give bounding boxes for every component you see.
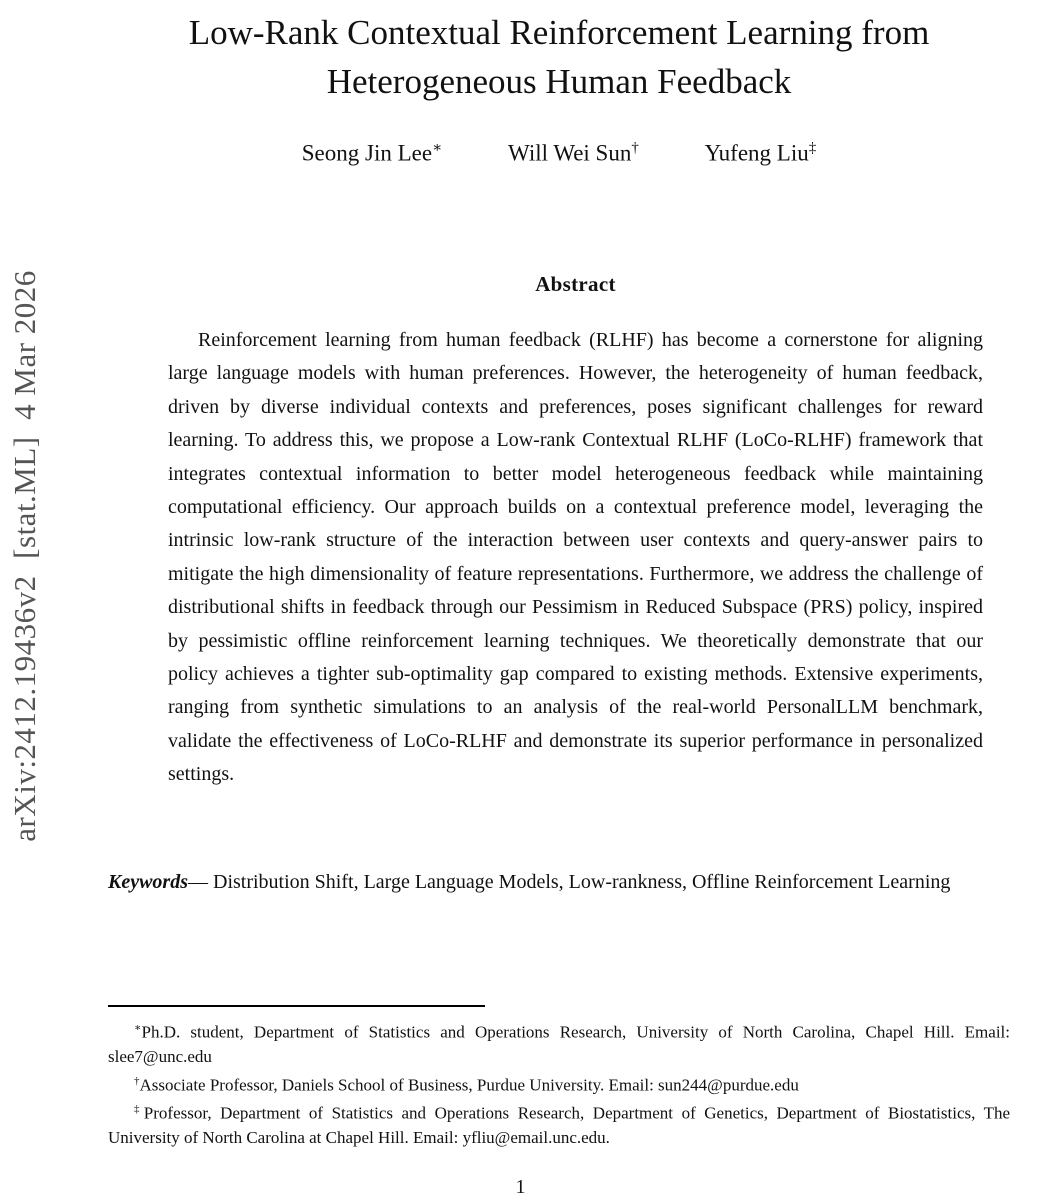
abstract-text: Reinforcement learning from human feedback (RLHF) has become a cornerstone for aligning large language models with human preferences. However, the heterogeneity of human feedback, driven by diverse individual contexts and preferences, poses significant challenges for reward learning. To address this, we propose a Low-rank Contextual RLHF (LoCo-RLHF) framework that integrates contextual information to better model heterogeneous feedback while maintaining computational efficiency. Our approach builds on a contextual preference model, leveraging the intrinsic low-rank structure of the interaction between user contexts and query-answer pairs to mitigate the high dimensionality of feature representations. Furthermore, we address the challenge of distributional shifts in feedback through our Pessimism in Reduced Subspace (PRS) policy, inspired by pessimistic offline reinforcement learning techniques. We theoretically demonstrate that our policy achieves a tighter sub-optimality gap compared to existing methods. Extensive experiments, ranging from synthetic simulations to an analysis of the real-world PersonalLLM benchmark, validate the effectiveness of LoCo-RLHF and demonstrate its superior performance in personalized settings. [168,329,983,786]
paper-title-text: Low-Rank Contextual Reinforcement Learning from Heterogeneous Human Feedback [188,13,930,101]
author-1-name: Seong Jin Lee [301,140,433,166]
author-1 [302,138,443,167]
keywords-list: — Distribution Shift, Large Language Models, Low-rankness, Offline Reinforcement Learning [188,871,951,893]
paper-title [108,8,1010,106]
footnote-3-mark: ‡ [134,1103,144,1116]
keywords-label: Keywords [108,871,188,893]
footnote-1-text: Ph.D. student, Department of Statistics and Operations Research, University of North Carolina, Chapel Hill. Email: slee7@unc.edu [108,1022,1010,1066]
keywords-line [108,866,1010,899]
author-1-affiliation-mark: ∗ [432,140,443,156]
author-2-affiliation-mark: † [631,140,639,156]
abstract-heading: Abstract [535,272,616,296]
page-number: 1 [515,1176,526,1198]
author-3-affiliation-mark: ‡ [808,140,817,156]
footnote-3-text: Professor, Department of Statistics and Operations Research, Department of Genetics, Department of Biostatistics, The University of North Carolina at Chapel Hill. Email: yfliu@email.unc.edu. [108,1103,1011,1147]
abstract-section [168,272,983,792]
author-2 [508,140,639,167]
author-2-name: Will Wei Sun [508,140,632,166]
footnotes-section [108,1005,1010,1150]
footnote-rule [108,1005,485,1007]
footnote-2-mark: † [134,1074,140,1087]
author-3-name: Yufeng Liu [704,140,809,166]
arxiv-watermark-text: arXiv:2412.19436v2 [stat.ML] 4 Mar 2026 [6,270,42,842]
author-3 [705,140,817,167]
footnote-2-text: Associate Professor, Daniels School of Business, Purdue University. Email: sun244@purdue.edu [139,1075,799,1095]
footnote-2 [108,1069,1010,1098]
footnote-3 [108,1097,1010,1150]
footnote-1 [108,1016,1010,1069]
footnote-1-mark: ∗ [134,1022,142,1034]
author-list [108,138,1010,167]
